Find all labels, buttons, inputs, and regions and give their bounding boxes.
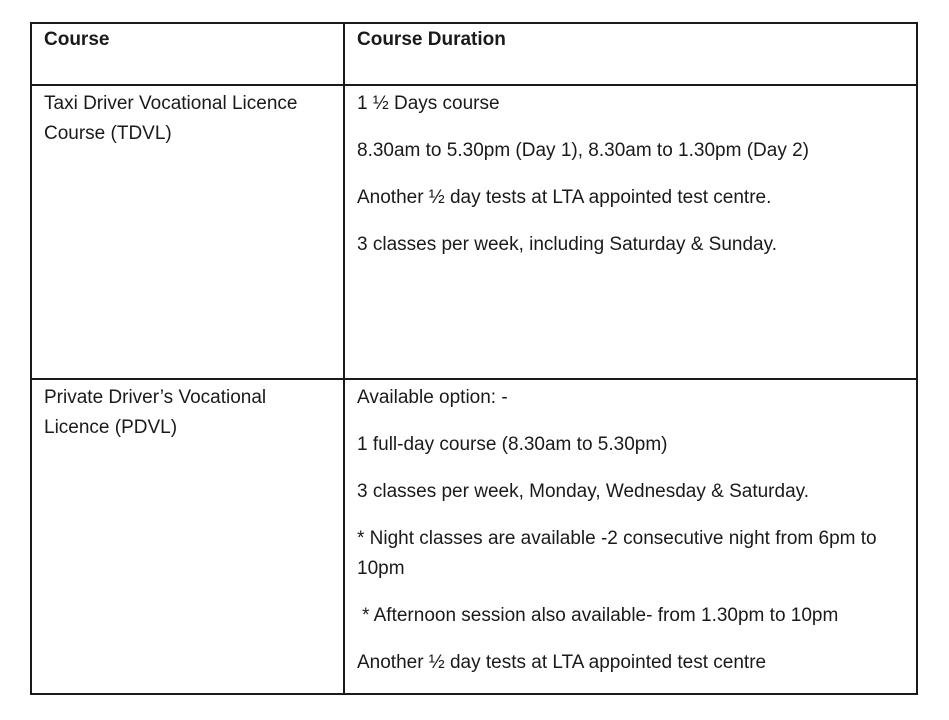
- duration-line: 1 full-day course (8.30am to 5.30pm): [357, 434, 668, 455]
- header-row: [31, 23, 917, 85]
- course-name-tdvl: Taxi Driver Vocational Licence Course (TDVL): [44, 93, 298, 144]
- table-row-pdvl: [31, 379, 917, 694]
- duration-line: Another ½ day tests at LTA appointed test centre.: [357, 187, 772, 208]
- duration-line: * Afternoon session also available- from 1.30pm to 10pm: [362, 605, 839, 626]
- duration-cell-pdvl: [344, 379, 917, 694]
- course-cell-pdvl: [31, 379, 344, 694]
- header-course: Course: [31, 23, 344, 85]
- course-name-pdvl: Private Driver’s Vocational Licence (PDVL): [44, 387, 267, 438]
- course-table: [30, 22, 918, 695]
- header-course-duration: Course Duration: [344, 23, 917, 85]
- duration-line: 1 ½ Days course: [357, 93, 500, 114]
- duration-line: 8.30am to 5.30pm (Day 1), 8.30am to 1.30pm (Day 2): [357, 140, 809, 161]
- course-cell-tdvl: [31, 85, 344, 379]
- duration-line: 3 classes per week, including Saturday & Sunday.: [357, 234, 777, 255]
- duration-line: * Night classes are available -2 consecutive night from 6pm to 10pm: [357, 528, 877, 579]
- duration-line: Another ½ day tests at LTA appointed test centre: [357, 652, 767, 673]
- duration-line: Available option: -: [357, 387, 508, 408]
- duration-cell-tdvl: [344, 85, 917, 379]
- table-row-tdvl: [31, 85, 917, 379]
- duration-line: 3 classes per week, Monday, Wednesday & Saturday.: [357, 481, 810, 502]
